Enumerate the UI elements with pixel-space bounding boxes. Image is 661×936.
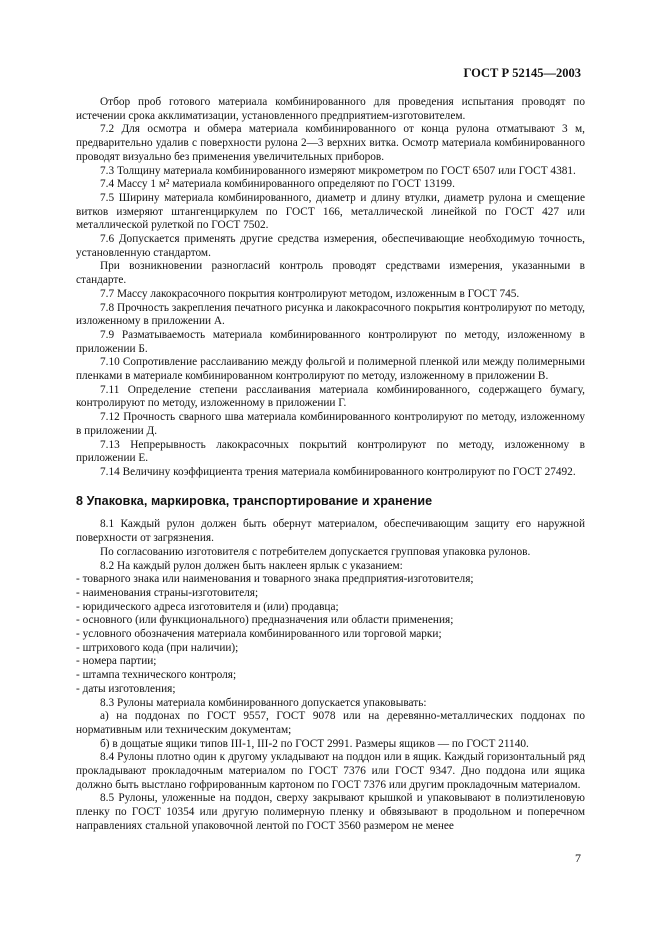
- paragraph-7-10: 7.10 Сопротивление расслаиванию между фольгой и полимерной пленкой или между полимерными пленками в материале комбинированном контролируют по методу, изложенному в приложении В.: [76, 356, 585, 383]
- label-list-item: - наименования страны-изготовителя;: [76, 586, 259, 599]
- page-body: [76, 96, 585, 834]
- paragraph-7-2: 7.2 Для осмотра и обмера материала комбинированного от конца рулона отматывают 3 м, предварительно удалив с поверхности рулона 2—3 верхних витка. Осмотр материала комбинированного проводят визуально без применения увеличительных приборов.: [76, 123, 585, 163]
- paragraph-8-3: 8.3 Рулоны материала комбинированного допускается упаковывать:: [100, 696, 427, 709]
- paragraph-7-13: 7.13 Непрерывность лакокрасочных покрытий контролируют по методу, изложенному в приложении Е.: [76, 438, 585, 465]
- paragraph-7-11: 7.11 Определение степени расслаивания материала комбинированного, содержащего бумагу, контролируют по методу, изложенному в приложении Г.: [76, 383, 585, 410]
- section-8-heading: 8 Упаковка, маркировка, транспортирование и хранение: [76, 493, 433, 508]
- paragraph-7-4: 7.4 Массу 1 м² материала комбинированного определяют по ГОСТ 13199.: [100, 178, 455, 191]
- document-header: ГОСТ Р 52145—2003: [463, 66, 581, 80]
- paragraph-7-9: 7.9 Разматываемость материала комбинированного контролируют по методу, изложенному в приложении Б.: [76, 328, 585, 355]
- paragraph-8-5: 8.5 Рулоны, уложенные на поддон, сверху закрывают крышкой и упаковывают в полиэтиленовую пленку по ГОСТ 10354 или другую полимерную пленку и обвязывают в продольном и поперечном направлениях стальной упаковочной лентой по ГОСТ 3560 размером не менее: [76, 792, 585, 832]
- label-list-item: - основного (или функционального) предназначения или области применения;: [76, 614, 454, 627]
- paragraph-8-1: 8.1 Каждый рулон должен быть обернут материалом, обеспечивающим защиту его наружной поверхности от загрязнения.: [76, 518, 585, 545]
- paragraph-7-5: 7.5 Ширину материала комбинированного, диаметр и длину втулки, диаметр рулона и смещение витков измеряют штангенциркулем по ГОСТ 166, металлической линейкой по ГОСТ 427 или металлической рулеткой по ГОСТ 7502.: [76, 191, 585, 232]
- paragraph-7-7: 7.7 Массу лакокрасочного покрытия контролируют методом, изложенным в ГОСТ 745.: [100, 287, 520, 300]
- paragraph-8-2: 8.2 На каждый рулон должен быть наклеен ярлык с указанием:: [100, 559, 403, 572]
- paragraph-7-12: 7.12 Прочность сварного шва материала комбинированного контролируют по методу, изложенному в приложении Д.: [76, 411, 585, 437]
- paragraph-disputes: При возникновении разногласий контроль проводят средствами измерения, указанными в стандарте.: [76, 260, 585, 287]
- paragraph-7-8: 7.8 Прочность закрепления печатного рисунка и лакокрасочного покрытия контролируют по методу, изложенному в приложении А.: [76, 301, 585, 328]
- paragraph-8-3-a: а) на поддонах по ГОСТ 9557, ГОСТ 9078 или на деревянно-металлических поддонах по нормативным или техническим документам;: [76, 710, 585, 736]
- page-number: 7: [575, 851, 581, 865]
- label-list-item: - товарного знака или наименования и товарного знака предприятия-изготовителя;: [76, 573, 474, 586]
- paragraph-sampling: Отбор проб готового материала комбинированного для проведения испытания проводят по истечении срока акклиматизации, установленного предприятием-изготовителем.: [76, 96, 585, 122]
- label-list-item: - юридического адреса изготовителя и (или) продавца;: [76, 600, 339, 613]
- paragraph-8-3-b: б) в дощатые ящики типов III-1, III-2 по ГОСТ 2991. Размеры ящиков — по ГОСТ 21140.: [100, 737, 529, 750]
- paragraph-8-4: 8.4 Рулоны плотно один к другому укладывают на поддон или в ящик. Каждый горизонтальный ряд прокладывают прокладочным материалом по ГОСТ 7376 или ГОСТ 9347. Дно поддона или ящика должно быть выстлано гофрированным картоном по ГОСТ 7376 или другим прокладочным материалом.: [76, 751, 585, 791]
- label-list-item: - номера партии;: [76, 655, 157, 668]
- label-list-item: - даты изготовления;: [76, 682, 176, 695]
- label-list-item: - условного обозначения материала комбинированного или торговой марки;: [76, 628, 442, 641]
- paragraph-7-3: 7.3 Толщину материала комбинированного измеряют микрометром по ГОСТ 6507 или ГОСТ 4381.: [100, 164, 576, 177]
- paragraph-group-packing: По согласованию изготовителя с потребителем допускается групповая упаковка рулонов.: [100, 545, 531, 558]
- label-list-item: - штрихового кода (при наличии);: [76, 641, 239, 654]
- label-list-item: - штампа технического контроля;: [76, 669, 237, 682]
- paragraph-7-6: 7.6 Допускается применять другие средства измерения, обеспечивающие необходимую точность, установленную стандартом.: [76, 233, 585, 259]
- paragraph-7-14: 7.14 Величину коэффициента трения материала комбинированного контролируют по ГОСТ 27492.: [100, 465, 576, 478]
